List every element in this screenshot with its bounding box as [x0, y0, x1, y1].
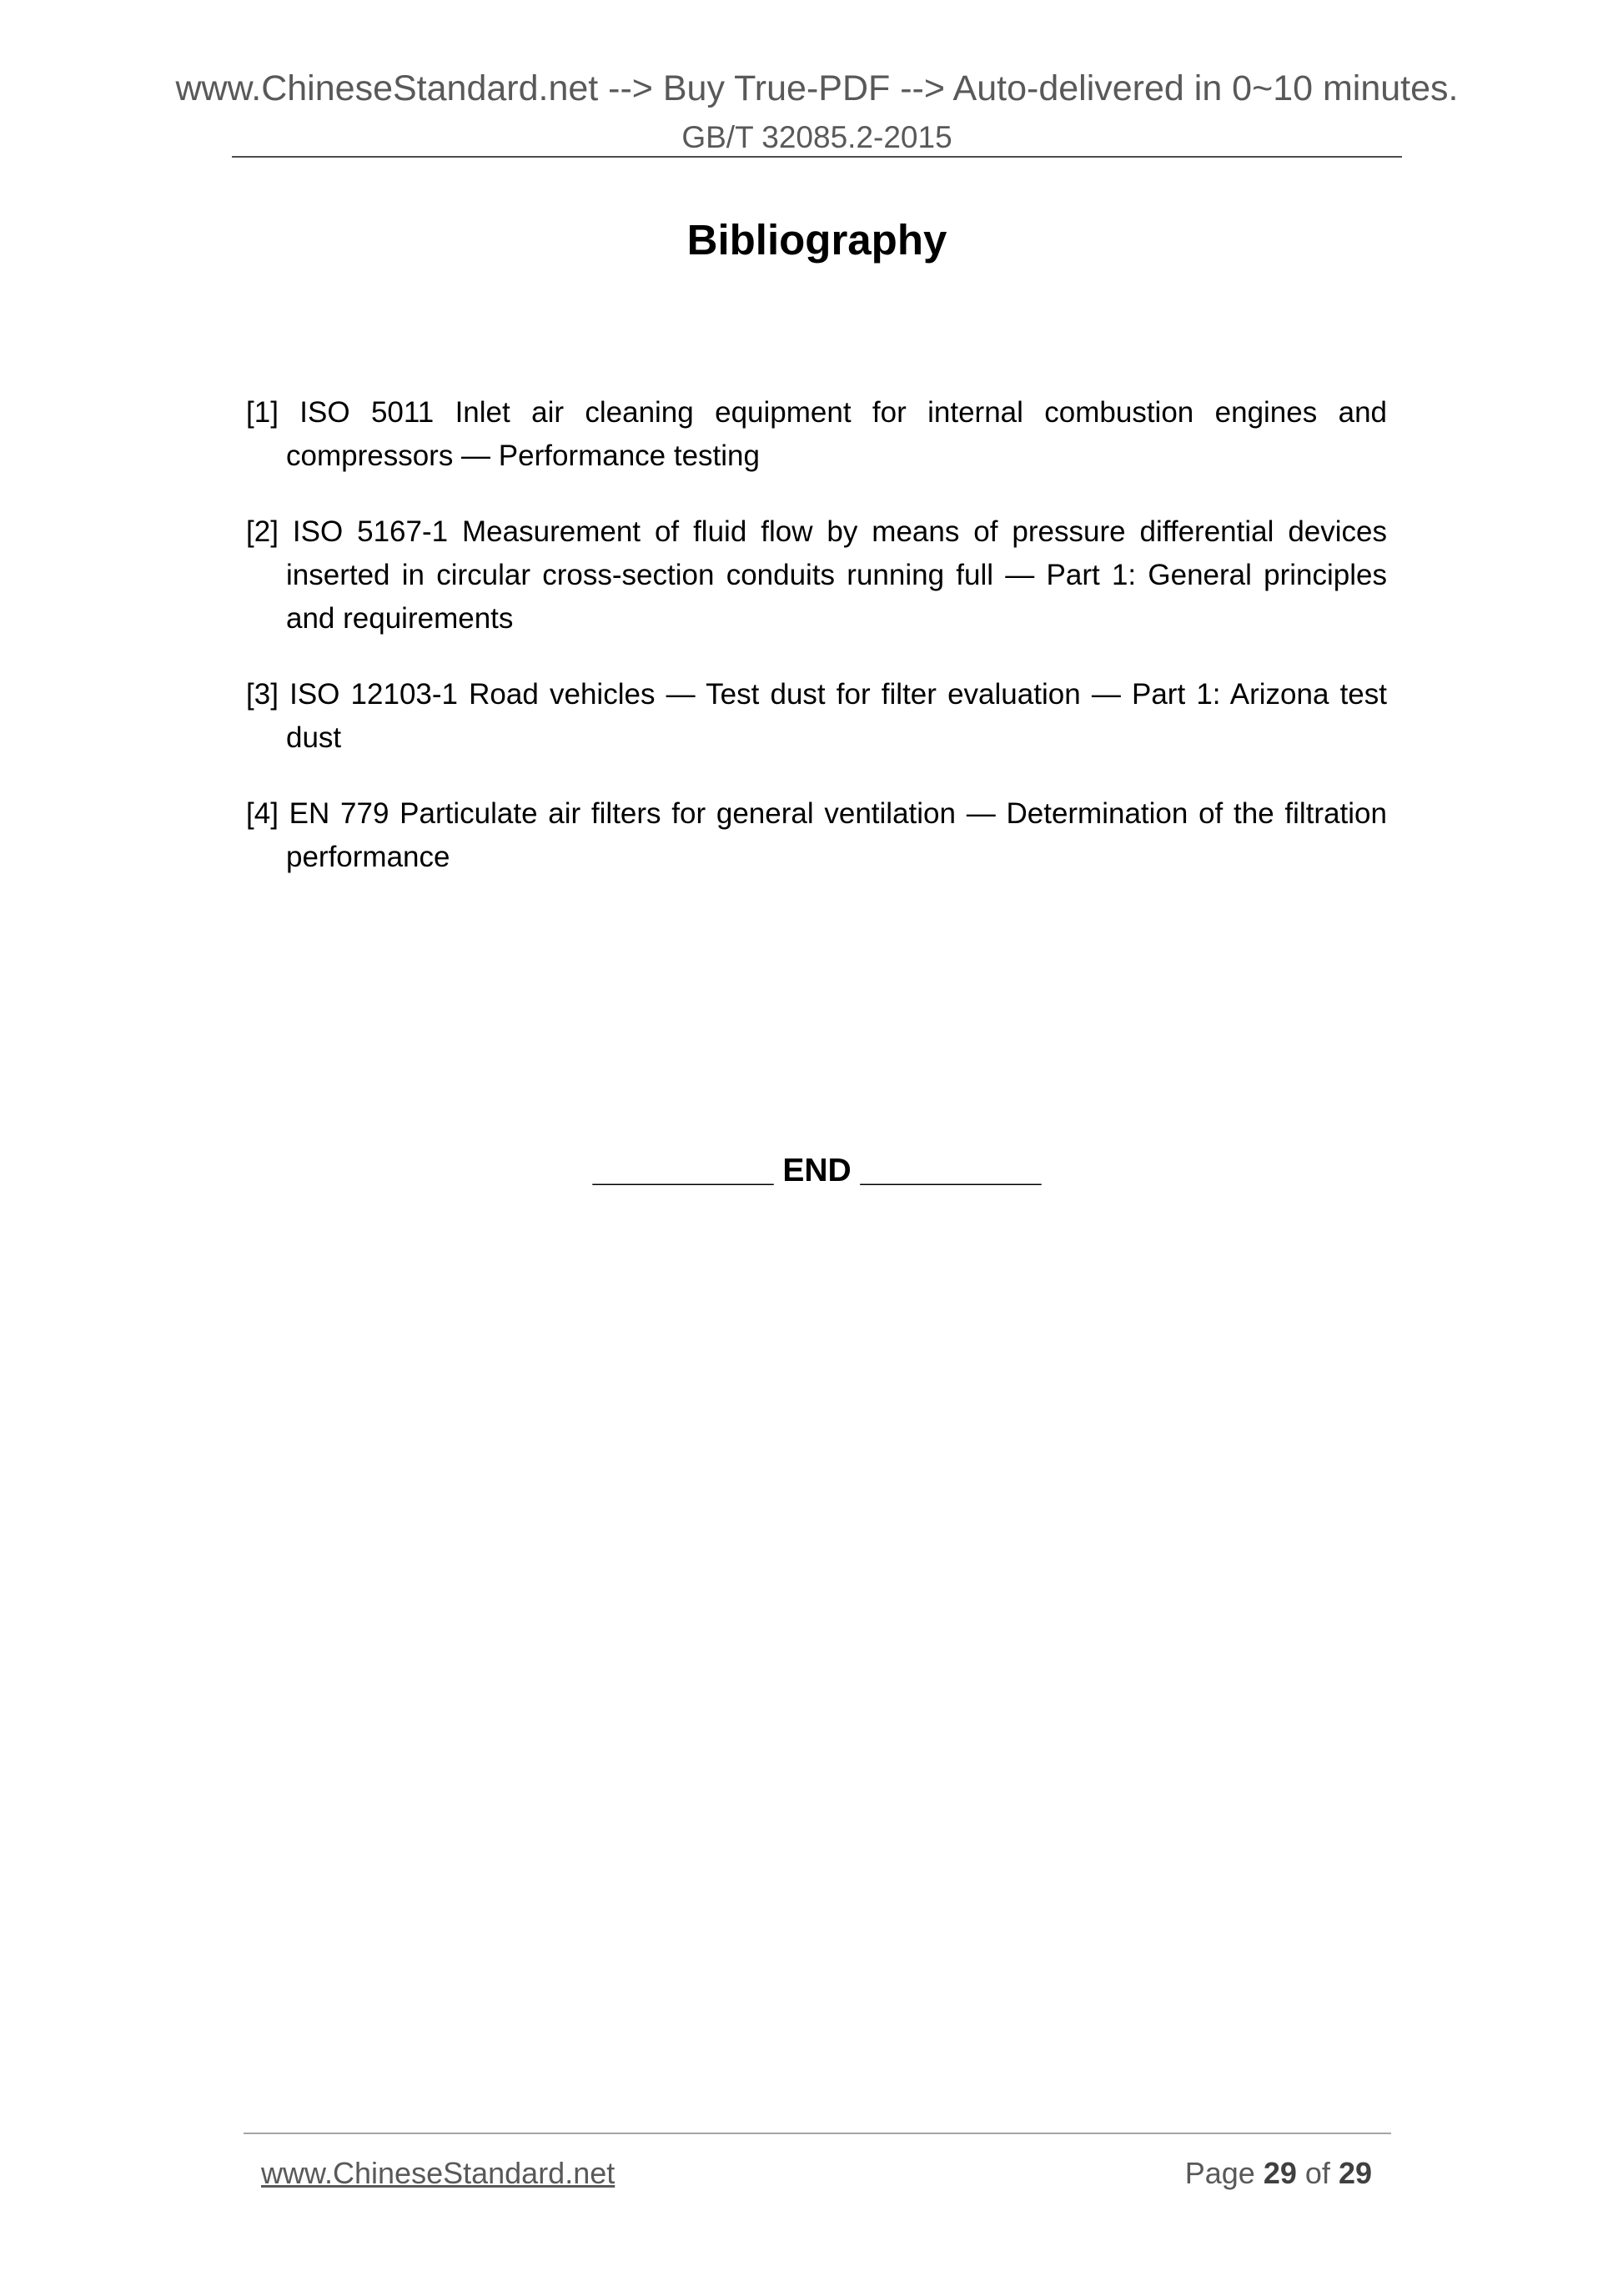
footer-site-link[interactable]: www.ChineseStandard.net: [261, 2156, 616, 2190]
page-indicator: [1185, 2158, 1372, 2188]
reference-text: ISO 12103-1 Road vehicles — Test dust for filter evaluation — Part 1: Arizona test dust: [286, 678, 1387, 754]
standard-code: GB/T 32085.2-2015: [681, 120, 952, 154]
reference-item: [246, 673, 1387, 760]
reference-text: EN 779 Particulate air filters for general ventilation — Determination of the filtration performance: [286, 797, 1387, 873]
reference-text: ISO 5167-1 Measurement of fluid flow by means of pressure differential devices inserted in circular cross-section conduits running full — Part 1: General principles and requirements: [286, 515, 1387, 635]
page-of-label: of: [1304, 2156, 1330, 2190]
page-title: Bibliography: [686, 216, 947, 264]
header-divider: [232, 156, 1402, 158]
reference-item: [246, 391, 1387, 478]
reference-number: [2]: [246, 515, 279, 548]
reference-number: [1]: [246, 396, 279, 429]
reference-item: [246, 510, 1387, 641]
total-pages-number: 29: [1338, 2156, 1372, 2190]
page-label: Page: [1184, 2156, 1255, 2190]
reference-number: [4]: [246, 797, 279, 830]
footer-divider: [244, 2133, 1391, 2134]
reference-item: [246, 792, 1387, 879]
reference-number: [3]: [246, 678, 279, 711]
header-banner: www.ChineseStandard.net --> Buy True-PDF --> Auto-delivered in 0~10 minutes.: [175, 68, 1459, 108]
reference-text: ISO 5011 Inlet air cleaning equipment for internal combustion engines and compressors — Performance testing: [286, 396, 1387, 472]
current-page-number: 29: [1263, 2156, 1297, 2190]
bibliography-list: [246, 391, 1387, 912]
end-marker: __________ END __________: [592, 1153, 1042, 1188]
